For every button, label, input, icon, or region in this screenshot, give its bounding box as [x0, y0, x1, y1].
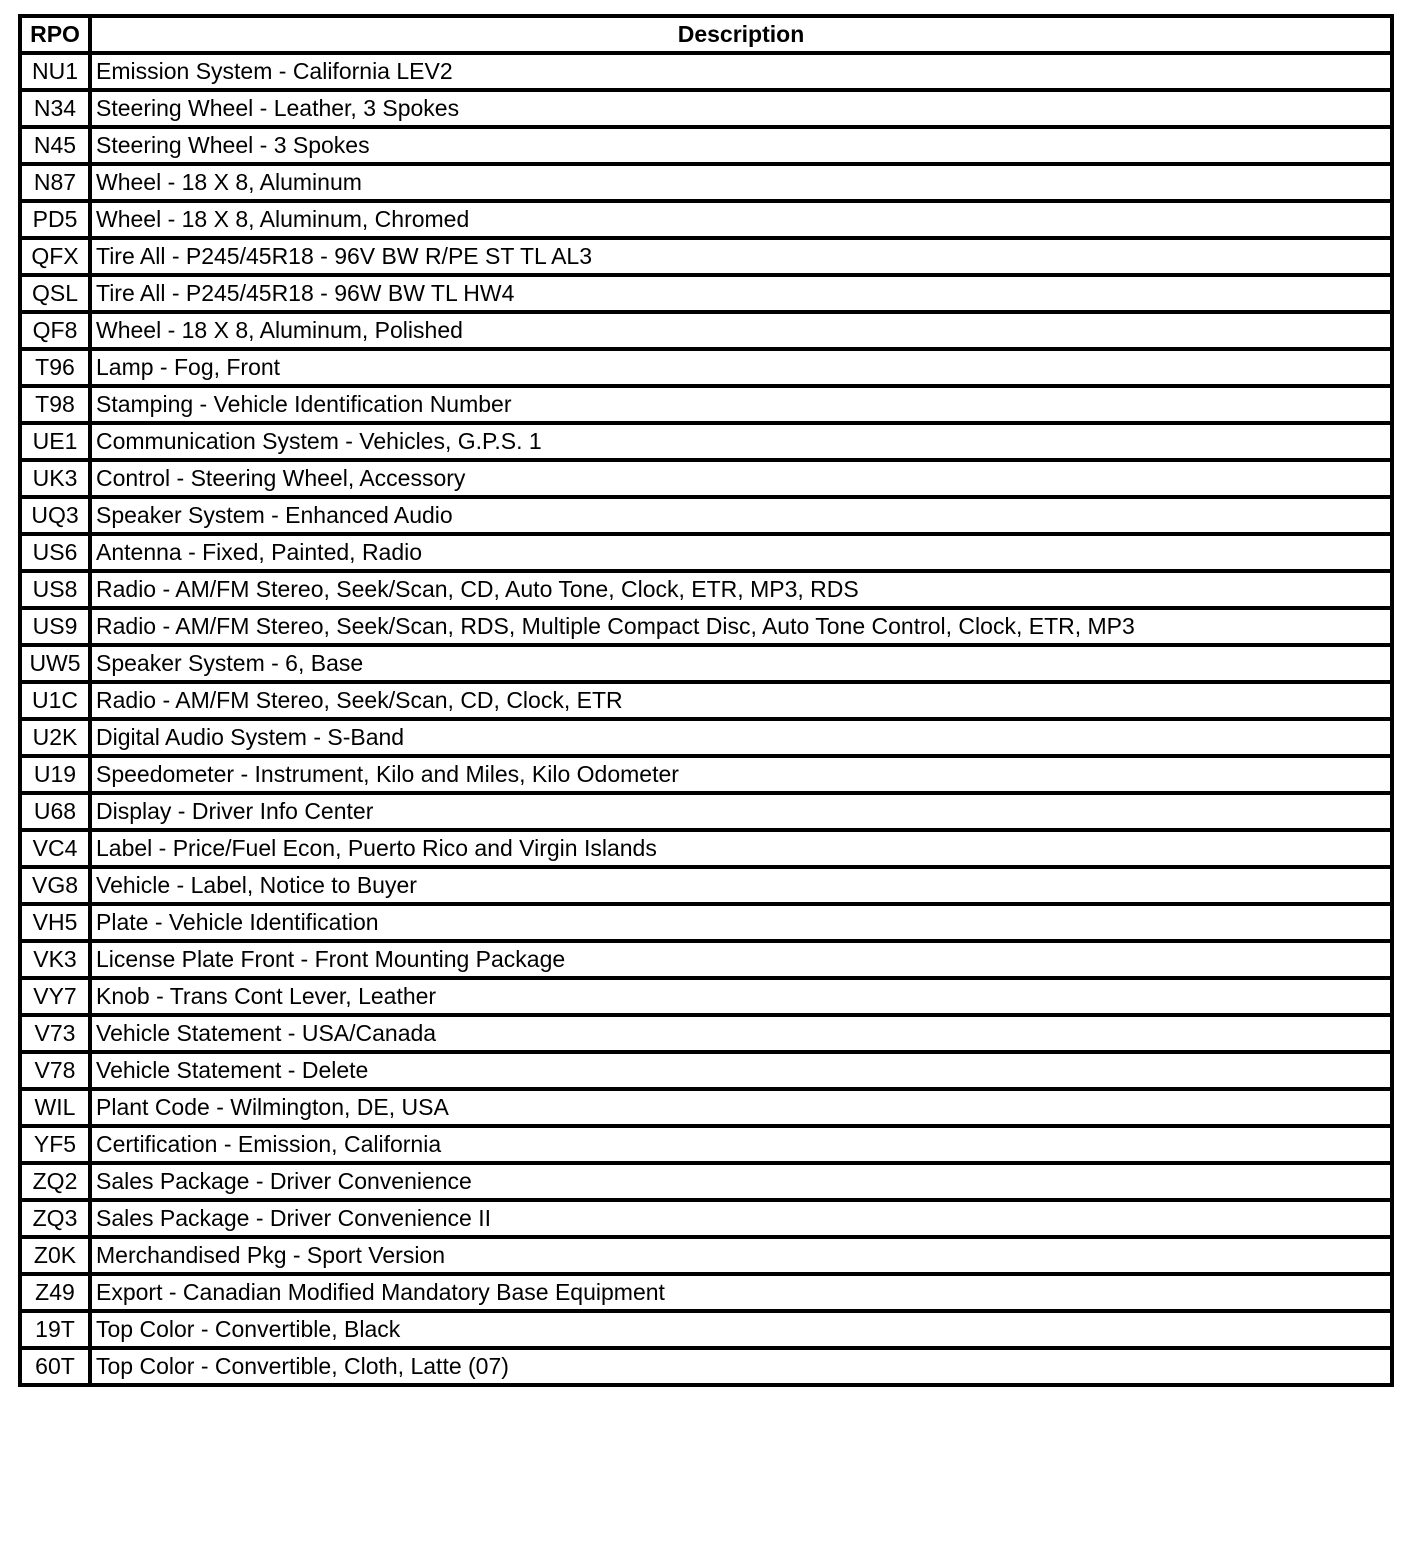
- description-cell: Certification - Emission, California: [90, 1126, 1392, 1163]
- table-row: [20, 1015, 1392, 1052]
- table-row: [20, 164, 1392, 201]
- table-row: [20, 1311, 1392, 1348]
- table-row: [20, 941, 1392, 978]
- rpo-code-cell: QF8: [20, 312, 90, 349]
- table-row: [20, 978, 1392, 1015]
- table-row: [20, 275, 1392, 312]
- rpo-code-cell: ZQ2: [20, 1163, 90, 1200]
- table-row: [20, 497, 1392, 534]
- rpo-code-cell: VY7: [20, 978, 90, 1015]
- description-cell: Display - Driver Info Center: [90, 793, 1392, 830]
- rpo-code-cell: UK3: [20, 460, 90, 497]
- description-cell: Wheel - 18 X 8, Aluminum: [90, 164, 1392, 201]
- rpo-code-cell: 60T: [20, 1348, 90, 1385]
- table-row: [20, 756, 1392, 793]
- rpo-code-cell: ZQ3: [20, 1200, 90, 1237]
- description-cell: Digital Audio System - S-Band: [90, 719, 1392, 756]
- table-row: [20, 1163, 1392, 1200]
- description-cell: Control - Steering Wheel, Accessory: [90, 460, 1392, 497]
- table-row: [20, 312, 1392, 349]
- description-cell: Radio - AM/FM Stereo, Seek/Scan, RDS, Multiple Compact Disc, Auto Tone Control, Clock, ETR, MP3: [90, 608, 1392, 645]
- table-row: [20, 53, 1392, 90]
- rpo-code-cell: 19T: [20, 1311, 90, 1348]
- table-row: [20, 386, 1392, 423]
- description-cell: Lamp - Fog, Front: [90, 349, 1392, 386]
- table-row: [20, 127, 1392, 164]
- rpo-code-cell: YF5: [20, 1126, 90, 1163]
- description-cell: Speaker System - 6, Base: [90, 645, 1392, 682]
- description-cell: Knob - Trans Cont Lever, Leather: [90, 978, 1392, 1015]
- description-cell: License Plate Front - Front Mounting Package: [90, 941, 1392, 978]
- description-cell: Steering Wheel - Leather, 3 Spokes: [90, 90, 1392, 127]
- table-row: [20, 423, 1392, 460]
- table-row: [20, 1348, 1392, 1385]
- description-cell: Plate - Vehicle Identification: [90, 904, 1392, 941]
- description-cell: Plant Code - Wilmington, DE, USA: [90, 1089, 1392, 1126]
- table-row: [20, 201, 1392, 238]
- rpo-column-header: RPO: [20, 16, 90, 53]
- rpo-code-cell: QFX: [20, 238, 90, 275]
- description-cell: Top Color - Convertible, Black: [90, 1311, 1392, 1348]
- table-row: [20, 1200, 1392, 1237]
- rpo-code-cell: U2K: [20, 719, 90, 756]
- header-row: [20, 16, 1392, 53]
- rpo-code-cell: US8: [20, 571, 90, 608]
- rpo-code-cell: NU1: [20, 53, 90, 90]
- rpo-code-cell: US6: [20, 534, 90, 571]
- description-cell: Antenna - Fixed, Painted, Radio: [90, 534, 1392, 571]
- description-cell: Wheel - 18 X 8, Aluminum, Chromed: [90, 201, 1392, 238]
- description-cell: Vehicle - Label, Notice to Buyer: [90, 867, 1392, 904]
- rpo-sheet: [18, 14, 1390, 1387]
- rpo-code-cell: VH5: [20, 904, 90, 941]
- rpo-code-cell: N34: [20, 90, 90, 127]
- table-row: [20, 682, 1392, 719]
- description-cell: Emission System - California LEV2: [90, 53, 1392, 90]
- table-row: [20, 793, 1392, 830]
- table-row: [20, 90, 1392, 127]
- table-row: [20, 349, 1392, 386]
- rpo-code-cell: N45: [20, 127, 90, 164]
- rpo-code-cell: V73: [20, 1015, 90, 1052]
- table-body: [20, 53, 1392, 1385]
- description-cell: Steering Wheel - 3 Spokes: [90, 127, 1392, 164]
- rpo-code-cell: VG8: [20, 867, 90, 904]
- rpo-code-cell: VC4: [20, 830, 90, 867]
- description-cell: Merchandised Pkg - Sport Version: [90, 1237, 1392, 1274]
- table-row: [20, 1126, 1392, 1163]
- table-row: [20, 238, 1392, 275]
- description-cell: Speaker System - Enhanced Audio: [90, 497, 1392, 534]
- rpo-code-cell: U68: [20, 793, 90, 830]
- description-cell: Radio - AM/FM Stereo, Seek/Scan, CD, Auto Tone, Clock, ETR, MP3, RDS: [90, 571, 1392, 608]
- description-cell: Export - Canadian Modified Mandatory Base Equipment: [90, 1274, 1392, 1311]
- description-cell: Stamping - Vehicle Identification Number: [90, 386, 1392, 423]
- description-cell: Vehicle Statement - Delete: [90, 1052, 1392, 1089]
- description-cell: Vehicle Statement - USA/Canada: [90, 1015, 1392, 1052]
- table-row: [20, 534, 1392, 571]
- description-cell: Top Color - Convertible, Cloth, Latte (07): [90, 1348, 1392, 1385]
- rpo-code-cell: U19: [20, 756, 90, 793]
- rpo-code-cell: V78: [20, 1052, 90, 1089]
- table-row: [20, 608, 1392, 645]
- table-row: [20, 1052, 1392, 1089]
- description-cell: Radio - AM/FM Stereo, Seek/Scan, CD, Clock, ETR: [90, 682, 1392, 719]
- description-cell: Label - Price/Fuel Econ, Puerto Rico and Virgin Islands: [90, 830, 1392, 867]
- rpo-code-cell: T98: [20, 386, 90, 423]
- table-row: [20, 571, 1392, 608]
- table-row: [20, 460, 1392, 497]
- rpo-code-cell: WIL: [20, 1089, 90, 1126]
- rpo-code-cell: UE1: [20, 423, 90, 460]
- table-row: [20, 904, 1392, 941]
- description-cell: Sales Package - Driver Convenience: [90, 1163, 1392, 1200]
- table-row: [20, 1274, 1392, 1311]
- table-row: [20, 645, 1392, 682]
- table-row: [20, 719, 1392, 756]
- rpo-table: [18, 14, 1394, 1387]
- description-cell: Wheel - 18 X 8, Aluminum, Polished: [90, 312, 1392, 349]
- rpo-code-cell: US9: [20, 608, 90, 645]
- rpo-code-cell: QSL: [20, 275, 90, 312]
- table-header: [20, 16, 1392, 53]
- table-row: [20, 867, 1392, 904]
- rpo-code-cell: T96: [20, 349, 90, 386]
- rpo-code-cell: UW5: [20, 645, 90, 682]
- rpo-code-cell: UQ3: [20, 497, 90, 534]
- description-cell: Tire All - P245/45R18 - 96V BW R/PE ST TL AL3: [90, 238, 1392, 275]
- table-row: [20, 1237, 1392, 1274]
- rpo-code-cell: Z49: [20, 1274, 90, 1311]
- rpo-code-cell: Z0K: [20, 1237, 90, 1274]
- table-row: [20, 1089, 1392, 1126]
- description-cell: Sales Package - Driver Convenience II: [90, 1200, 1392, 1237]
- description-cell: Tire All - P245/45R18 - 96W BW TL HW4: [90, 275, 1392, 312]
- rpo-code-cell: U1C: [20, 682, 90, 719]
- table-row: [20, 830, 1392, 867]
- rpo-code-cell: N87: [20, 164, 90, 201]
- rpo-code-cell: PD5: [20, 201, 90, 238]
- description-column-header: Description: [90, 16, 1392, 53]
- description-cell: Communication System - Vehicles, G.P.S. 1: [90, 423, 1392, 460]
- rpo-code-cell: VK3: [20, 941, 90, 978]
- description-cell: Speedometer - Instrument, Kilo and Miles, Kilo Odometer: [90, 756, 1392, 793]
